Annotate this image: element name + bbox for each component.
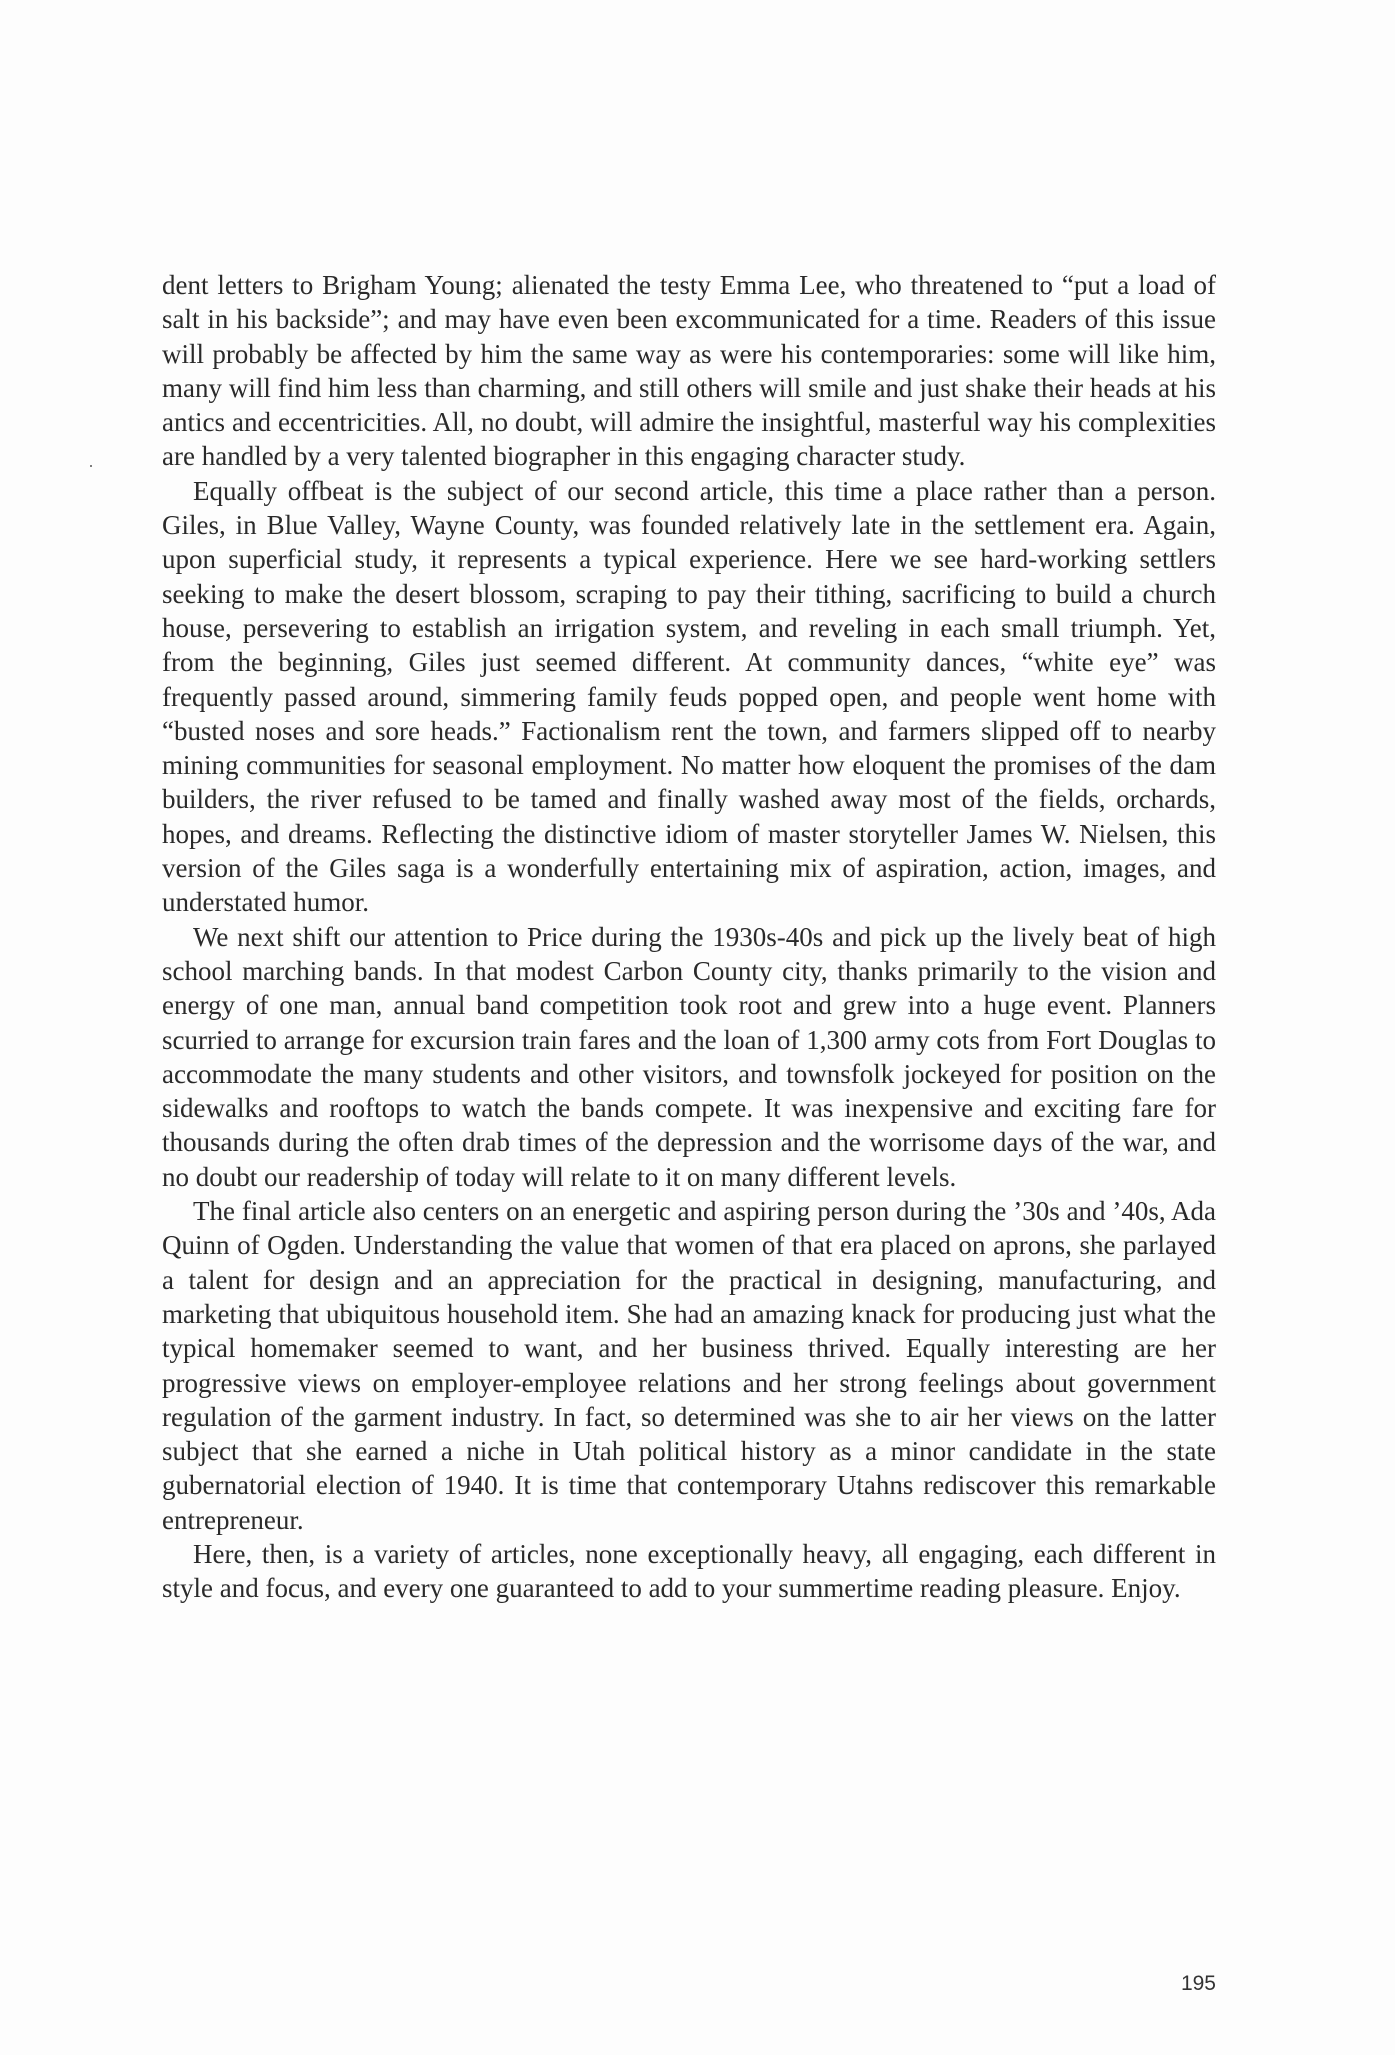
paragraph: We next shift our attention to Price during the 1930s-40s and pick up the lively beat of high school marching bands. In that modest Carbon County city, thanks primarily to the vision and energy of one man, annual band competition took root and grew into a huge event. Planners scurried to arrange for excursion train fares and the loan of 1,300 army cots from Fort Douglas to accommodate the many students and other visitors, and townsfolk jockeyed for position on the sidewalks and rooftops to watch the bands compete. It was inexpensive and exciting fare for thousands during the often drab times of the depression and the worrisome days of the war, and no doubt our readership of today will relate to it on many different levels. xyxy=(162,921,1216,1192)
body-text xyxy=(162,268,1216,1606)
paragraph: Here, then, is a variety of articles, none exceptionally heavy, all engaging, each different in style and focus, and every one guaranteed to add to your summertime reading pleasure. Enjoy. xyxy=(162,1538,1216,1604)
paragraph: The final article also centers on an energetic and aspiring person during the ’30s and ’40s, Ada Quinn of Ogden. Understanding the value that women of that era placed on aprons, she parlayed a talent for design and an appreciation for the practical in designing, manufacturing, and marketing that ubiquitous household item. She had an amazing knack for producing just what the typical homemaker seemed to want, and her business thrived. Equally interesting are her progressive views on employer-employee relations and her strong feelings about government regulation of the garment industry. In fact, so determined was she to air her views on the latter subject that she earned a niche in Utah political history as a minor candidate in the state gubernatorial election of 1940. It is time that contemporary Utahns rediscover this remarkable entrepreneur. xyxy=(162,1196,1216,1535)
page-number: 195 xyxy=(1180,1972,1216,1995)
scan-speck xyxy=(90,465,92,467)
paragraph: Equally offbeat is the subject of our second article, this time a place rather than a person. Giles, in Blue Valley, Wayne County, was founded relatively late in the settlement era. Again, upon superficial study, it represents a typical experience. Here we see hard-working settlers seeking to make the desert blossom, scraping to pay their tithing, sacrificing to build a church house, persevering to establish an irrigation system, and reveling in each small triumph. Yet, from the beginning, Giles just seemed different. At community dances, “white eye” was frequently passed around, simmering family feuds popped open, and people went home with “busted noses and sore heads.” Factionalism rent the town, and farmers slipped off to nearby mining communities for seasonal employment. No matter how eloquent the promises of the dam builders, the river refused to be tamed and finally washed away most of the fields, orchards, hopes, and dreams. Reflecting the distinctive idiom of master storyteller James W. Nielsen, this version of the Giles saga is a wonderfully entertaining mix of aspiration, action, images, and understated humor. xyxy=(162,475,1216,918)
paragraph: dent letters to Brigham Young; alienated the testy Emma Lee, who threatened to “put a load of salt in his backside”; and may have even been excommunicated for a time. Readers of this issue will probably be affected by him the same way as were his contemporaries: some will like him, many will find him less than charming, and still others will smile and just shake their heads at his antics and eccentricities. All, no doubt, will admire the insightful, masterful way his complexities are handled by a very talented biographer in this engaging character study. xyxy=(162,270,1216,472)
